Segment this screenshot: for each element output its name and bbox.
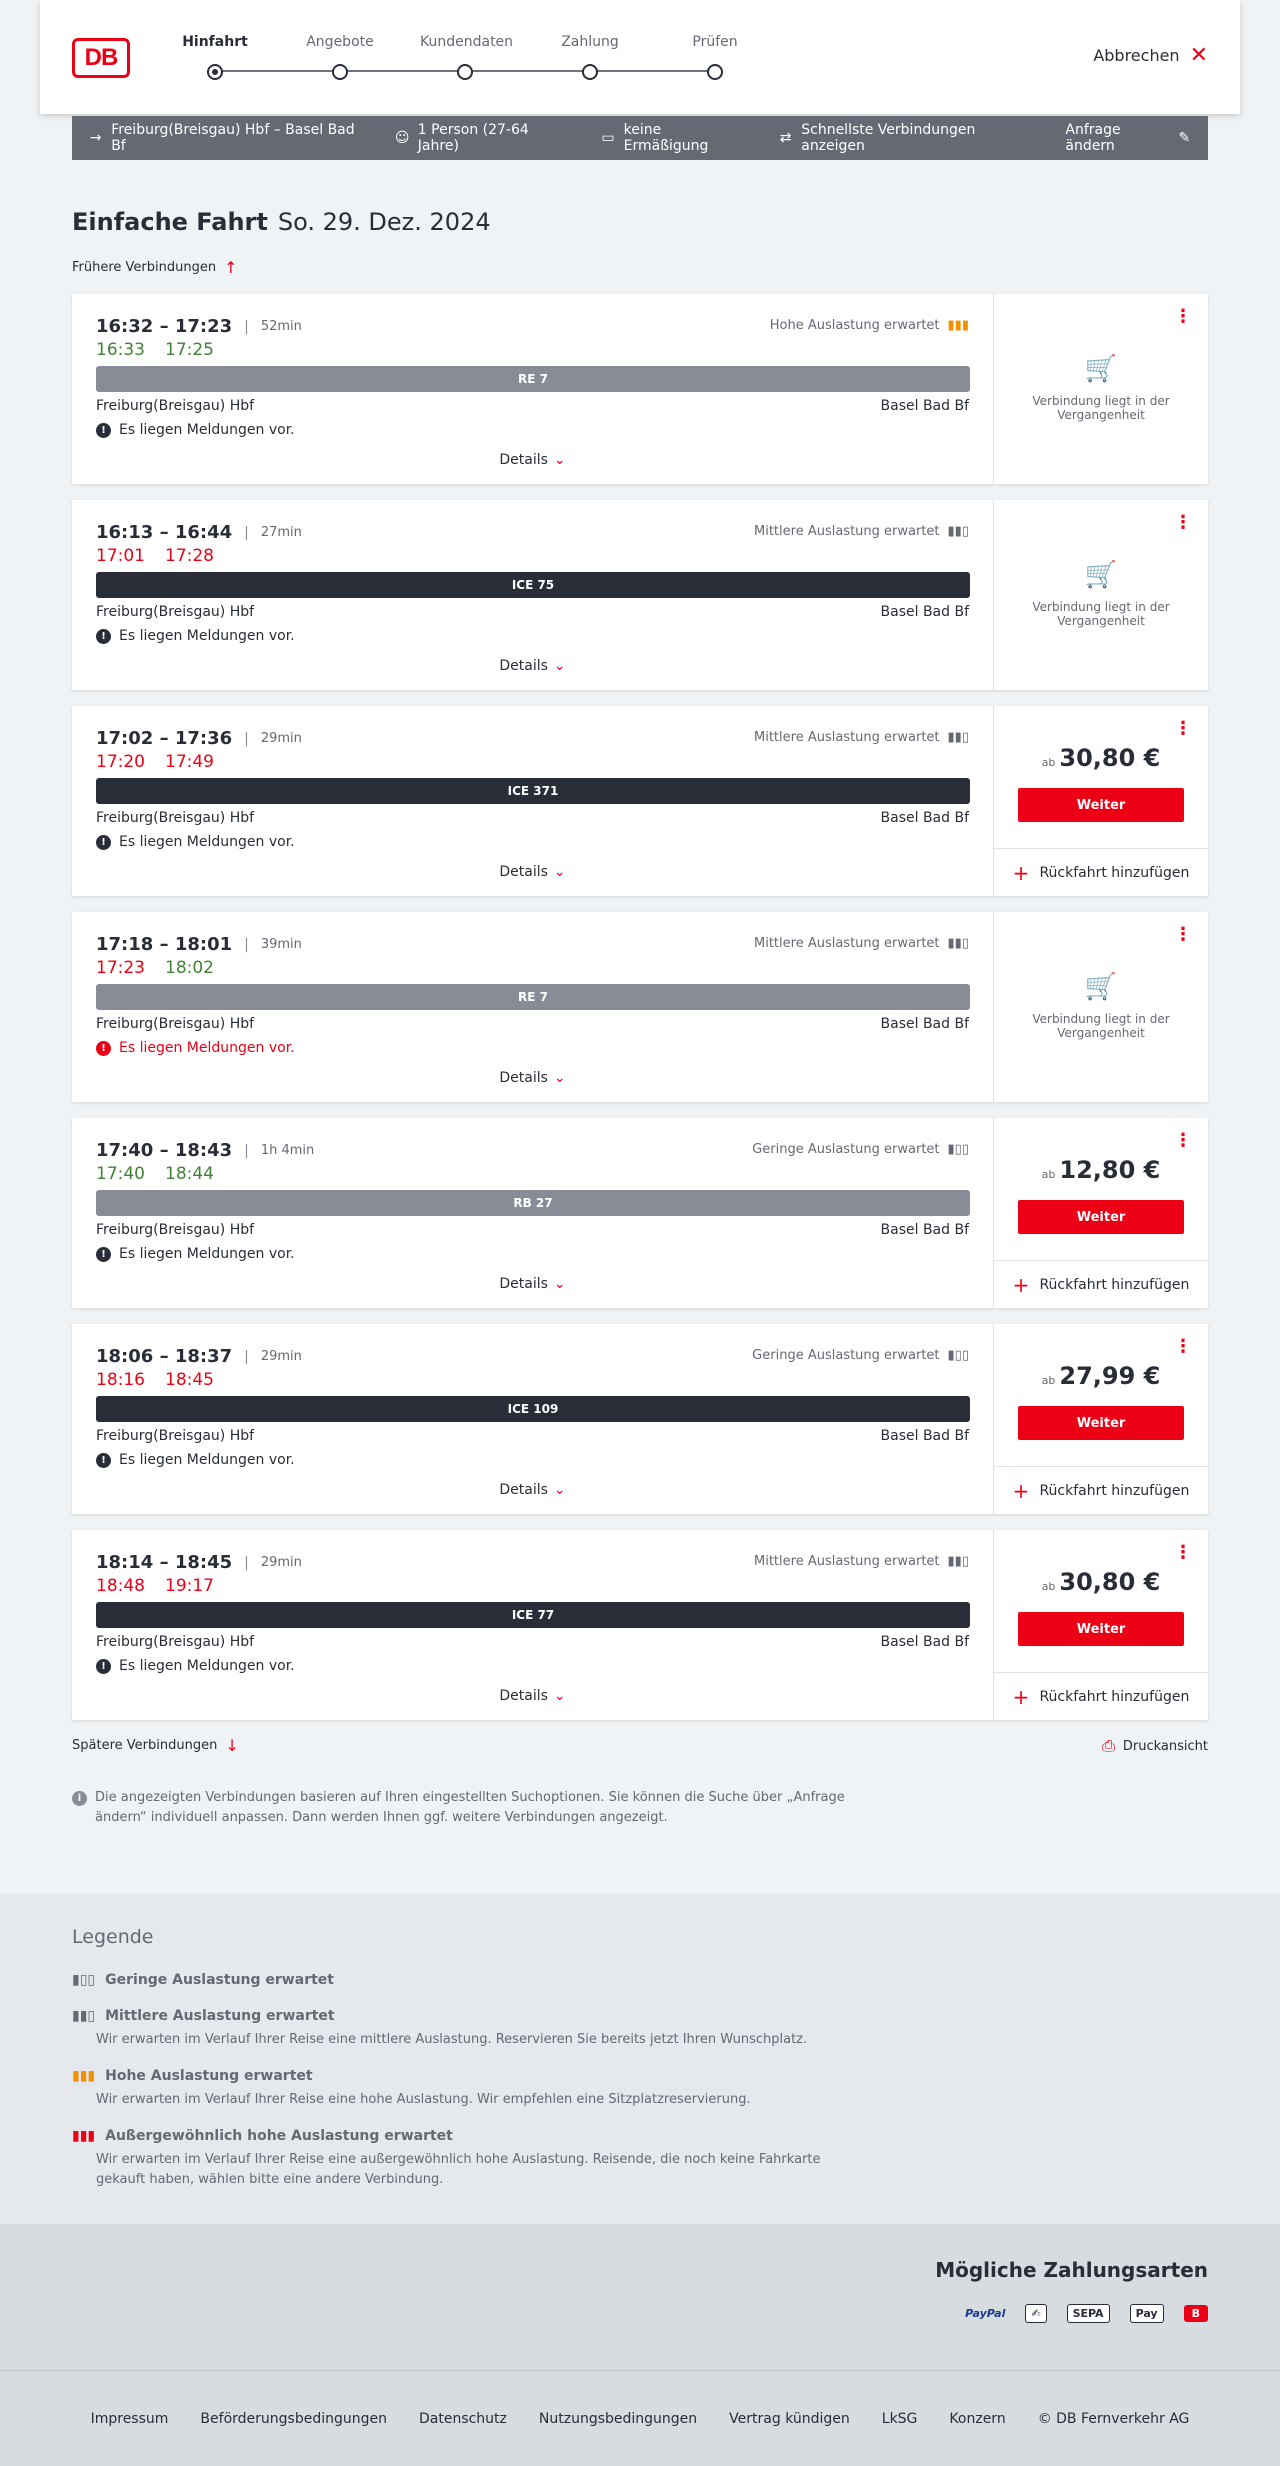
more-options-icon[interactable]: ⋮ [1174,1336,1192,1357]
return-label: Rückfahrt hinzufügen [1039,1688,1190,1705]
header [40,0,1240,114]
realtime-times [96,752,214,772]
alert-icon: ! [96,835,111,850]
cancel-button[interactable] [1093,42,1208,68]
duration: 52min [260,319,302,334]
later-connections-link[interactable] [72,1736,239,1755]
step-kundendaten[interactable] [420,34,514,54]
payment-icons [965,2304,1208,2323]
origin-station: Freiburg(Breisgau) Hbf [96,604,255,620]
notice [96,1452,295,1468]
plus-icon: + [1012,860,1030,885]
add-return-button[interactable] [994,1672,1208,1720]
step-dot [332,64,348,80]
more-options-icon[interactable]: ⋮ [1174,512,1192,533]
person-icon: ☺ [394,130,410,146]
realtime-departure: 17:20 [96,752,145,772]
low-load-icon: ▮▯▯ [947,1142,969,1157]
realtime-arrival: 18:44 [165,1164,214,1184]
info-icon: i [72,1791,87,1806]
notice-text: Es liegen Meldungen vor. [119,628,295,644]
printer-icon: ⎙ [1102,1736,1115,1755]
pencil-icon: ✎ [1178,130,1191,146]
card-icon: ▭ [601,130,615,146]
schedule-times [96,1552,302,1573]
alert-icon: ! [96,1247,111,1262]
step-dot [582,64,598,80]
train-bar[interactable]: ICE 109 [96,1396,970,1422]
high-load-icon: ▮▮▮ [947,318,969,333]
footer-copyright: © DB Fernverkehr AG [1037,2410,1190,2427]
print-label: Druckansicht [1122,1738,1208,1754]
realtime-arrival: 17:49 [165,752,214,772]
train-bar[interactable]: RE 7 [96,984,970,1010]
load-indicator [752,1142,969,1157]
legend-title: Legende [72,1926,154,1948]
realtime-times [96,546,214,566]
step-label: Prüfen [692,34,738,50]
summary-option [778,122,1031,154]
legend-item-title: Hohe Auslastung erwartet [105,2068,313,2084]
continue-button[interactable]: Weiter [1018,1612,1184,1646]
details-label: Details [499,1688,548,1704]
connection-details [72,1324,994,1514]
load-indicator [752,1348,969,1363]
booking-panel [994,1118,1208,1308]
load-indicator [754,1554,969,1569]
legend-item-text: Wir erwarten im Verlauf Ihrer Reise eine hohe Auslastung. Wir empfehlen eine Sitzplatzreservierung. [96,2092,751,2107]
origin-station: Freiburg(Breisgau) Hbf [96,1428,255,1444]
load-text: Mittlere Auslastung erwartet [754,936,940,951]
connection-card [72,294,1208,484]
realtime-departure: 18:48 [96,1576,145,1596]
notice [96,1246,295,1262]
schedule-times [96,1140,314,1161]
plus-icon: + [1012,1272,1030,1297]
scheduled-time: 17:18 – 18:01 [96,934,233,955]
info-text: Die angezeigten Verbindungen basieren auf Ihren eingestellten Suchoptionen. Sie können die Suche über „Anfrage ändern“ individuell anpassen. Dann werden Ihnen ggf. weitere Verbindungen angezeigt. [95,1790,845,1825]
load-indicator [770,318,969,333]
arrow-down-icon: ↓ [225,1736,239,1755]
footer-link-konzern[interactable]: Konzern [949,2410,1006,2427]
schedule-times [96,522,302,543]
alert-icon: ! [96,1453,111,1468]
connection-details [72,500,994,690]
price-prefix: ab [1041,1580,1056,1593]
load-text: Mittlere Auslastung erwartet [754,1554,940,1569]
duration: 29min [260,731,302,746]
alert-icon: ! [96,1041,111,1056]
booking-panel [994,1530,1208,1720]
connection-details [72,294,994,484]
scheduled-time: 17:40 – 18:43 [96,1140,233,1161]
sepa-icon: SEPA [1067,2304,1110,2323]
high-load-icon: ▮▮▮ [72,2068,96,2084]
step-label: Zahlung [561,34,619,50]
scheduled-time: 16:13 – 16:44 [96,522,233,543]
duration: 27min [260,525,302,540]
notice [96,422,295,438]
train-bar[interactable]: ICE 77 [96,1602,970,1628]
add-return-button[interactable] [994,1466,1208,1514]
plus-icon: + [1012,1478,1030,1503]
more-options-icon[interactable]: ⋮ [1174,924,1192,945]
past-label: Verbindung liegt in der Vergangenheit [1032,394,1170,422]
info-note [72,1788,862,1828]
separator: | [244,524,249,541]
details-toggle[interactable] [72,1688,993,1704]
low-load-icon: ▮▯▯ [947,1348,969,1363]
schedule-times [96,728,302,749]
step-hinfahrt[interactable] [170,34,260,54]
scheduled-time: 18:06 – 18:37 [96,1346,233,1367]
connection-card [72,706,1208,896]
past-label: Verbindung liegt in der Vergangenheit [1032,600,1170,628]
destination-station: Basel Bad Bf [880,1222,969,1238]
schedule-times [96,316,302,337]
alert-icon: ! [96,423,111,438]
connection-card [72,1324,1208,1514]
arrow-right-icon: → [89,130,102,146]
legend-item-title: Mittlere Auslastung erwartet [105,2008,335,2024]
low-load-icon: ▮▯▯ [72,1972,96,1988]
step-label: Hinfahrt [182,34,248,50]
medium-load-icon: ▮▮▯ [947,524,969,539]
legend-item-text: Wir erwarten im Verlauf Ihrer Reise eine mittlere Auslastung. Reservieren Sie bereits jetzt Ihren Wunschplatz. [96,2032,808,2047]
add-return-button[interactable] [994,848,1208,896]
search-summary-bar [72,116,1208,160]
realtime-times [96,1370,214,1390]
separator: | [244,730,249,747]
destination-station: Basel Bad Bf [880,1016,969,1032]
very-high-load-icon: ▮▮▮ [72,2128,96,2144]
realtime-arrival: 18:45 [165,1370,214,1390]
realtime-departure: 16:33 [96,340,145,360]
progress-steps [170,34,760,84]
details-toggle[interactable] [72,864,993,880]
separator: | [244,1348,249,1365]
notice-text: Es liegen Meldungen vor. [119,1246,295,1262]
step-pruefen[interactable] [670,34,760,54]
footer-link-datenschutz[interactable]: Datenschutz [418,2410,507,2427]
price-prefix: ab [1041,756,1056,769]
summary-route [88,122,361,154]
scheduled-time: 16:32 – 17:23 [96,316,233,337]
continue-button[interactable]: Weiter [1018,1200,1184,1234]
price [994,1568,1208,1596]
origin-station: Freiburg(Breisgau) Hbf [96,398,255,414]
scheduled-time: 17:02 – 17:36 [96,728,233,749]
price-amount: 30,80 € [1059,1568,1161,1596]
legend-item-title: Geringe Auslastung erwartet [105,1972,334,1988]
origin-station: Freiburg(Breisgau) Hbf [96,810,255,826]
footer-link-vertrag-kuendigen[interactable]: Vertrag kündigen [729,2410,850,2427]
train-bar[interactable]: ICE 371 [96,778,970,804]
realtime-times [96,1576,214,1596]
booking-panel [994,294,1208,484]
chevron-down-icon: ⌄ [553,658,566,674]
payment-methods [0,2224,1280,2370]
change-request-button[interactable] [1065,122,1192,154]
earlier-connections-link[interactable] [72,258,238,277]
past-notice [994,560,1208,628]
legend-item-low [72,1972,872,1988]
chevron-down-icon: ⌄ [553,864,566,880]
load-text: Mittlere Auslastung erwartet [754,524,940,539]
price [994,1156,1208,1184]
continue-button[interactable]: Weiter [1018,1406,1184,1440]
step-dot [707,64,723,80]
destination-station: Basel Bad Bf [880,810,969,826]
apple-pay-icon: Pay [1130,2304,1164,2323]
details-toggle[interactable] [72,452,993,468]
notice-text: Es liegen Meldungen vor. [119,834,295,850]
earlier-label: Frühere Verbindungen [72,260,217,275]
cancel-label: Abbrechen [1093,46,1180,65]
load-indicator [754,936,969,951]
step-dot [207,64,223,80]
realtime-departure: 17:01 [96,546,145,566]
step-zahlung[interactable] [545,34,635,54]
notice [96,1040,295,1056]
cart-icon: 🛒 [1084,560,1118,590]
db-logo[interactable]: DB [72,38,130,78]
connection-card [72,912,1208,1102]
notice-text: Es liegen Meldungen vor. [119,1452,295,1468]
separator: | [244,1554,249,1571]
realtime-arrival: 17:28 [165,546,214,566]
print-view-link[interactable] [1102,1736,1208,1756]
footer-link-befoerderungsbedingungen[interactable]: Beförderungsbedingungen [200,2410,387,2427]
price [994,1362,1208,1390]
notice-text: Es liegen Meldungen vor. [119,1658,295,1674]
footer-link-nutzungsbedingungen[interactable]: Nutzungsbedingungen [538,2410,698,2427]
destination-station: Basel Bad Bf [880,604,969,620]
notice [96,628,295,644]
realtime-departure: 17:23 [96,958,145,978]
cart-icon: 🛒 [1084,972,1118,1002]
footer-link-impressum[interactable]: Impressum [90,2410,169,2427]
details-label: Details [499,1070,548,1086]
notice [96,1658,295,1674]
medium-load-icon: ▮▮▯ [72,2008,96,2024]
alert-icon: ! [96,1659,111,1674]
duration: 29min [260,1555,302,1570]
chevron-down-icon: ⌄ [553,452,566,468]
train-bar[interactable]: RB 27 [96,1190,970,1216]
realtime-times [96,1164,214,1184]
destination-station: Basel Bad Bf [880,398,969,414]
page-title [72,208,491,236]
details-toggle[interactable] [72,1070,993,1086]
db-payment-icon: B [1184,2305,1208,2322]
discount-text: keine Ermäßigung [623,122,709,154]
booking-panel [994,912,1208,1102]
legend-item-very-high [72,2128,872,2190]
details-toggle[interactable] [72,1482,993,1498]
load-text: Hohe Auslastung erwartet [769,318,940,333]
notice-text: Es liegen Meldungen vor. [119,422,295,438]
continue-button[interactable]: Weiter [1018,788,1184,822]
add-return-button[interactable] [994,1260,1208,1308]
schedule-times [96,1346,302,1367]
return-label: Rückfahrt hinzufügen [1039,1276,1190,1293]
option-text: Schnellste Verbindungen anzeigen [801,122,976,154]
duration: 29min [260,1349,302,1364]
realtime-departure: 17:40 [96,1164,145,1184]
train-bar[interactable]: RE 7 [96,366,970,392]
alert-icon: ! [96,629,111,644]
details-label: Details [499,1482,548,1498]
credit-card-icon: ✍ [1025,2304,1046,2323]
step-angebote[interactable] [295,34,385,54]
plus-icon: + [1012,1684,1030,1709]
load-text: Geringe Auslastung erwartet [752,1142,940,1157]
separator: | [244,1142,249,1159]
booking-panel [994,706,1208,896]
footer [0,2370,1280,2466]
past-notice [994,972,1208,1040]
realtime-times [96,340,214,360]
separator: | [244,318,249,335]
medium-load-icon: ▮▮▯ [947,936,969,951]
route-text: Freiburg(Breisgau) Hbf – Basel Bad Bf [111,122,355,154]
price-prefix: ab [1041,1168,1056,1181]
legend-item-text: Wir erwarten im Verlauf Ihrer Reise eine außergewöhnlich hohe Auslastung. Reisende, die noch keine Fahrkarte gekauft haben, wählen bitte eine andere Verbindung. [96,2152,821,2187]
step-dot [457,64,473,80]
return-label: Rückfahrt hinzufügen [1039,864,1190,881]
load-indicator [754,730,969,745]
realtime-arrival: 18:02 [165,958,214,978]
more-options-icon[interactable]: ⋮ [1174,1542,1192,1563]
scheduled-time: 18:14 – 18:45 [96,1552,233,1573]
legend-item-high [72,2068,872,2110]
more-options-icon[interactable]: ⋮ [1174,718,1192,739]
origin-station: Freiburg(Breisgau) Hbf [96,1222,255,1238]
price-amount: 30,80 € [1059,744,1161,772]
step-label: Angebote [306,34,374,50]
more-options-icon[interactable]: ⋮ [1174,1130,1192,1151]
return-label: Rückfahrt hinzufügen [1039,1482,1190,1499]
destination-station: Basel Bad Bf [880,1634,969,1650]
duration: 1h 4min [260,1143,315,1158]
paypal-icon: PayPal [965,2307,1006,2320]
price-prefix: ab [1041,1374,1056,1387]
details-toggle[interactable] [72,1276,993,1292]
chevron-down-icon: ⌄ [553,1276,566,1292]
step-label: Kundendaten [420,34,514,50]
notice-text: Es liegen Meldungen vor. [119,1040,295,1056]
details-label: Details [499,864,548,880]
connection-card [72,1530,1208,1720]
destination-station: Basel Bad Bf [880,1428,969,1444]
connection-card [72,500,1208,690]
summary-travellers [395,122,567,154]
origin-station: Freiburg(Breisgau) Hbf [96,1016,255,1032]
price-amount: 27,99 € [1059,1362,1161,1390]
medium-load-icon: ▮▮▯ [947,1554,969,1569]
chevron-down-icon: ⌄ [553,1482,566,1498]
connection-details [72,706,994,896]
legend-item-medium [72,2008,872,2050]
payment-title: Mögliche Zahlungsarten [935,2258,1208,2282]
past-label: Verbindung liegt in der Vergangenheit [1032,1012,1170,1040]
medium-load-icon: ▮▮▯ [947,730,969,745]
connection-details [72,912,994,1102]
booking-panel [994,500,1208,690]
cart-icon: 🛒 [1084,354,1118,384]
change-label: Anfrage ändern [1065,122,1121,154]
origin-station: Freiburg(Breisgau) Hbf [96,1634,255,1650]
connection-details [72,1118,994,1308]
realtime-departure: 18:16 [96,1370,145,1390]
trip-type: Einfache Fahrt [72,208,268,236]
price [994,744,1208,772]
notice [96,834,295,850]
arrow-up-icon: ↑ [224,258,238,277]
chevron-down-icon: ⌄ [553,1070,566,1086]
chevron-down-icon: ⌄ [553,1688,566,1704]
price-amount: 12,80 € [1059,1156,1161,1184]
load-text: Geringe Auslastung erwartet [752,1348,940,1363]
footer-link-lksg[interactable]: LkSG [881,2410,918,2427]
close-icon: ✕ [1189,42,1208,68]
load-text: Mittlere Auslastung erwartet [754,730,940,745]
connection-card [72,1118,1208,1308]
train-bar[interactable]: ICE 75 [96,572,970,598]
separator: | [244,936,249,953]
legend-item-title: Außergewöhnlich hohe Auslastung erwartet [105,2128,453,2144]
connection-details [72,1530,994,1720]
trip-date: So. 29. Dez. 2024 [277,208,491,236]
past-notice [994,354,1208,422]
travellers-text: 1 Person (27-64 Jahre) [417,122,529,154]
load-indicator [754,524,969,539]
realtime-arrival: 19:17 [165,1576,214,1596]
booking-panel [994,1324,1208,1514]
schedule-times [96,934,302,955]
summary-discount [600,122,744,154]
realtime-arrival: 17:25 [165,340,214,360]
details-toggle[interactable] [72,658,993,674]
more-options-icon[interactable]: ⋮ [1174,306,1192,327]
legend [0,1894,1280,2224]
details-label: Details [499,1276,548,1292]
later-label: Spätere Verbindungen [72,1738,218,1753]
realtime-times [96,958,214,978]
details-label: Details [499,658,548,674]
swap-icon: ⇄ [779,130,792,146]
duration: 39min [260,937,302,952]
details-label: Details [499,452,548,468]
